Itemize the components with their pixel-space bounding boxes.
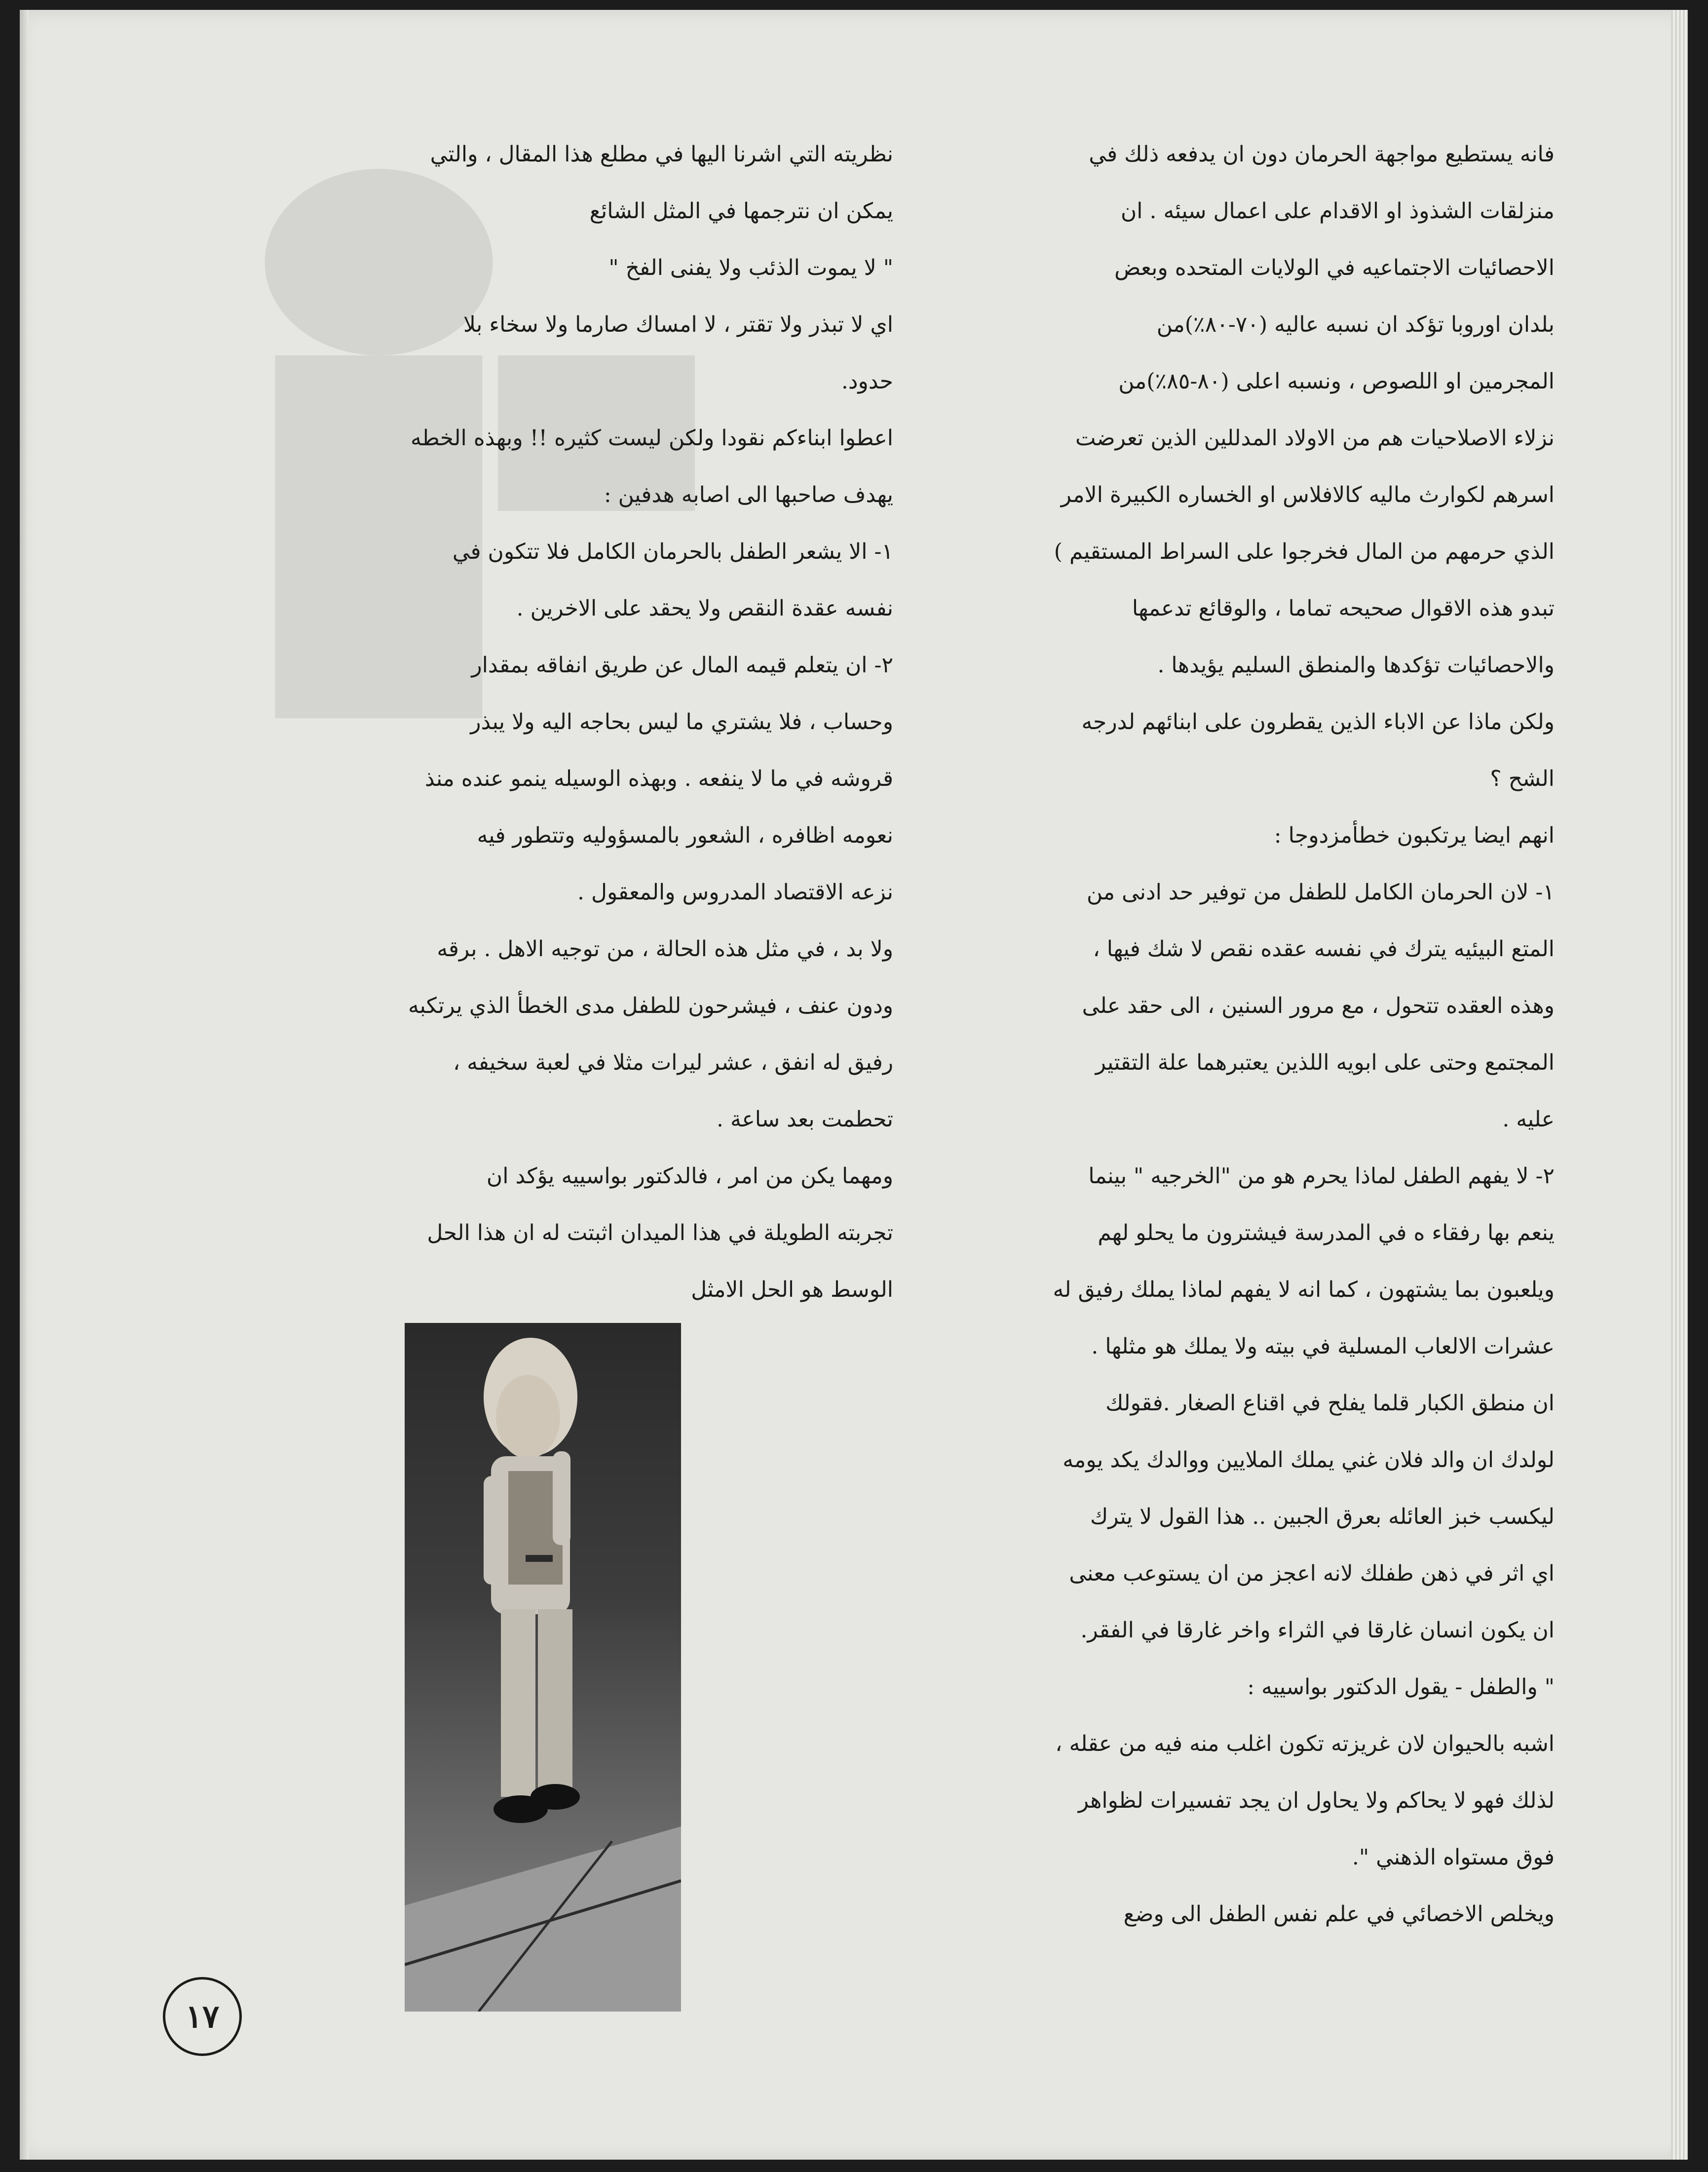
text-line: الذي حرمهم من المال فخرجوا على السراط المستقيم ) xyxy=(1054,539,1555,564)
article-column-left xyxy=(336,126,893,1318)
text-line: نزلاء الاصلاحيات هم من الاولاد المدللين الذين تعرضت xyxy=(1075,426,1555,451)
text-line: ١- لان الحرمان الكامل للطفل من توفير حد ادنى من xyxy=(1087,880,1555,905)
text-line: ودون عنف ، فيشرحون للطفل مدى الخطأ الذي يرتكبه xyxy=(408,993,893,1018)
text-line: وهذه العقده تتحول ، مع مرور السنين ، الى حقد على xyxy=(1082,993,1555,1018)
text-line: فانه يستطيع مواجهة الحرمان دون ان يدفعه ذلك في xyxy=(1089,142,1555,167)
text-line: ان منطق الكبار قلما يفلح في اقناع الصغار .فقولك xyxy=(1105,1391,1555,1416)
text-line: تحطمت بعد ساعة . xyxy=(716,1107,893,1132)
text-line: المجرمين او اللصوص ، ونسبه اعلى (٨٠-٨٥٪)من xyxy=(1118,369,1555,394)
text-line: لذلك فهو لا يحاكم ولا يحاول ان يجد تفسيرات لظواهر xyxy=(1078,1788,1555,1813)
text-line: " والطفل - يقول الدكتور بواسييه : xyxy=(1247,1674,1555,1700)
page-stack-edge xyxy=(1671,10,1688,2160)
text-line: ويلعبون بما يشتهون ، كما انه لا يفهم لماذا يملك رفيق له xyxy=(1053,1277,1555,1302)
page-number: ١٧ xyxy=(163,1977,242,2056)
text-line: اعطوا ابناءكم نقودا ولكن ليست كثيره !! وبهذه الخطه xyxy=(411,426,893,451)
text-line: " لا يموت الذئب ولا يفنى الفخ " xyxy=(608,255,893,280)
text-line: تجربته الطويلة في هذا الميدان اثبتت له ان هذا الحل xyxy=(427,1220,893,1245)
text-line: اسرهم لكوارث ماليه كالافلاس او الخساره الكبيرة الامر xyxy=(1061,482,1555,507)
text-line: اي لا تبذر ولا تقتر ، لا امساك صارما ولا سخاء بلا xyxy=(463,312,893,337)
child-left-leg xyxy=(501,1609,535,1797)
magazine-page xyxy=(20,10,1688,2160)
text-line: ٢- لا يفهم الطفل لماذا يحرم هو من "الخرجيه " بينما xyxy=(1088,1164,1555,1189)
text-line: وحساب ، فلا يشتري ما ليس بحاجه اليه ولا يبذر xyxy=(470,709,893,735)
text-line: ليكسب خبز العائله بعرق الجبين .. هذا القول لا يترك xyxy=(1090,1504,1555,1529)
text-line: ومهما يكن من امر ، فالدكتور بواسييه يؤكد ان xyxy=(486,1164,893,1189)
text-line: ويخلص الاخصائي في علم نفس الطفل الى وضع xyxy=(1123,1901,1555,1927)
text-line: انهم ايضا يرتكبون خطأمزدوجا : xyxy=(1274,823,1555,848)
text-line: نظريته التي اشرنا اليها في مطلع هذا المقال ، والتي xyxy=(430,142,893,167)
article-column-right xyxy=(952,126,1555,1942)
text-line: نفسه عقدة النقص ولا يحقد على الاخرين . xyxy=(516,596,893,621)
text-line: تبدو هذه الاقوال صحيحه تماما ، والوقائع تدعمها xyxy=(1132,596,1555,621)
text-line: ولكن ماذا عن الاباء الذين يقطرون على ابنائهم لدرجه xyxy=(1081,709,1555,735)
text-line: الشح ؟ xyxy=(1490,766,1555,791)
text-line: منزلقات الشذوذ او الاقدام على اعمال سيئه . ان xyxy=(1120,198,1555,224)
text-line: والاحصائيات تؤكدها والمنطق السليم يؤيدها . xyxy=(1157,653,1555,678)
text-line: المجتمع وحتى على ابويه اللذين يعتبرهما علة التقتير xyxy=(1095,1050,1555,1075)
text-line: ان يكون انسان غارقا في الثراء واخر غارقا في الفقر. xyxy=(1080,1618,1555,1643)
text-line: نعومه اظافره ، الشعور بالمسؤوليه وتتطور فيه xyxy=(477,823,893,848)
text-line: رفيق له انفق ، عشر ليرات مثلا في لعبة سخيفه ، xyxy=(453,1050,893,1075)
text-line: ٢- ان يتعلم قيمه المال عن طريق انفاقه بمقدار xyxy=(471,653,893,678)
text-line: ١- الا يشعر الطفل بالحرمان الكامل فلا تتكون في xyxy=(452,539,893,564)
text-line: ينعم بها رفقاء ه في المدرسة فيشترون ما يحلو لهم xyxy=(1098,1220,1555,1245)
child-photograph xyxy=(405,1323,681,2012)
text-line: بلدان اوروبا تؤكد ان نسبه عاليه (٧٠-٨٠٪)من xyxy=(1156,312,1555,337)
text-line: حدود. xyxy=(841,369,893,394)
text-line: قروشه في ما لا ينفعه . وبهذه الوسيله ينمو عنده منذ xyxy=(424,766,893,791)
text-line: لولدك ان والد فلان غني يملك الملايين ووالدك يكد يومه xyxy=(1063,1447,1555,1473)
text-line: فوق مستواه الذهني ". xyxy=(1352,1845,1555,1870)
child-right-leg xyxy=(538,1609,572,1797)
text-line: المتع البيئيه يترك في نفسه عقده نقص لا شك فيها ، xyxy=(1093,936,1555,962)
text-line: ولا بد ، في مثل هذه الحالة ، من توجيه الاهل . برقه xyxy=(437,936,893,962)
text-line: عليه . xyxy=(1502,1107,1555,1132)
text-line: الوسط هو الحل الامثل xyxy=(691,1277,893,1302)
text-line: اي اثر في ذهن طفلك لانه اعجز من ان يستوعب معنى xyxy=(1069,1561,1555,1586)
page-binding-edge xyxy=(20,10,29,2160)
text-line: اشبه بالحيوان لان غريزته تكون اغلب منه فيه من عقله ، xyxy=(1055,1731,1555,1756)
text-line: يمكن ان نترجمها في المثل الشائع xyxy=(589,198,893,224)
child-face xyxy=(496,1375,560,1459)
text-line: الاحصائيات الاجتماعيه في الولايات المتحده وبعض xyxy=(1114,255,1555,280)
text-line: نزعه الاقتصاد المدروس والمعقول . xyxy=(577,880,893,905)
child-right-shoe xyxy=(531,1784,580,1810)
text-line: يهدف صاحبها الى اصابه هدفين : xyxy=(604,482,893,507)
text-line: عشرات الالعاب المسلية في بيته ولا يملك هو مثلها . xyxy=(1091,1334,1555,1359)
floor-shape xyxy=(405,1826,681,2012)
